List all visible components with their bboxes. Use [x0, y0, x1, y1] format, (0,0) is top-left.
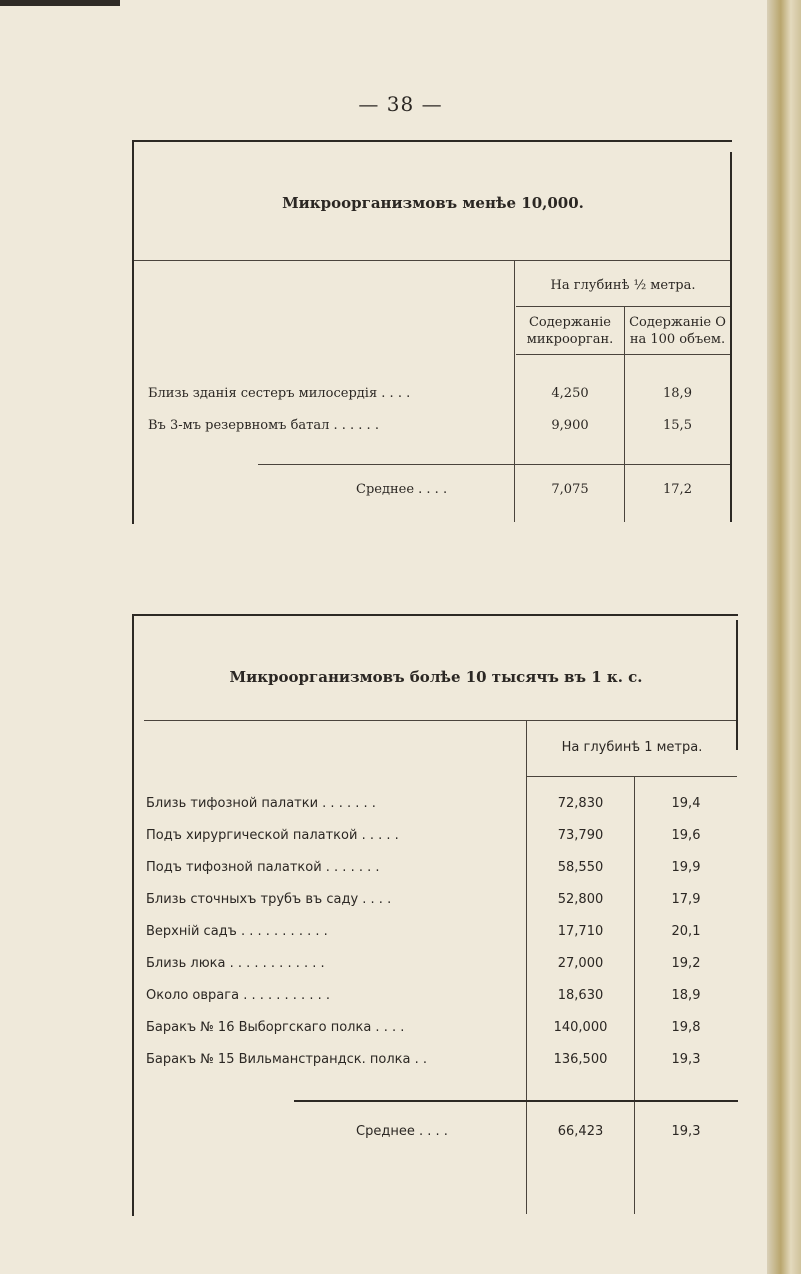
table2-caption: Микроорганизмовъ болѣе 10 тысячъ въ 1 к. с.: [229, 668, 643, 686]
table2-row-value1: 17,710: [557, 924, 604, 939]
table2-average-label: Среднее . . . .: [356, 1124, 448, 1139]
table2-row-label: Баракъ № 16 Выборгскаго полка . . . .: [146, 1020, 405, 1035]
table2-row-value1: 72,830: [557, 796, 604, 811]
table1-row-label: Близь зданія сестеръ милосердія . . . .: [148, 386, 411, 401]
table1-row-value1: 9,900: [551, 418, 589, 433]
table2-row-value2: 19,8: [671, 1020, 701, 1035]
table2-header-divider: [144, 720, 738, 721]
table2-row-label: Баракъ № 15 Вильманстрандск. полка . .: [146, 1052, 428, 1067]
table2-row-label: Близь тифозной палатки . . . . . . .: [146, 796, 376, 811]
page-top-shadow: [0, 0, 120, 6]
table2-row-label: Около оврага . . . . . . . . . . .: [146, 988, 330, 1003]
table1-columns-header-divider: [516, 354, 730, 355]
table2-depth-header: На глубинѣ 1 метра.: [561, 740, 703, 755]
table1-depth-header: На глубинѣ ½ метра.: [550, 278, 696, 293]
page-edge: [767, 0, 801, 1274]
table1-caption: Микроорганизмовъ менѣе 10,000.: [282, 194, 584, 212]
table-microorganisms-over-10-thousand: [132, 614, 738, 1216]
table2-right-border: [736, 620, 738, 750]
table2-average-value2: 19,3: [671, 1124, 701, 1139]
table2-row-label: Подъ тифозной палаткой . . . . . . .: [146, 860, 380, 875]
table1-col2-header: [625, 314, 730, 348]
table1-row-value2: 15,5: [663, 418, 692, 433]
table1-col1-header-line2: микроорган.: [526, 332, 614, 347]
table2-row-value2: 19,4: [671, 796, 701, 811]
table2-row-value1: 73,790: [557, 828, 604, 843]
table2-row-value2: 19,2: [671, 956, 701, 971]
table2-row-value1: 140,000: [553, 1020, 608, 1035]
table1-subheader-divider: [516, 306, 730, 307]
table2-row-label: Подъ хирургической палаткой . . . . .: [146, 828, 399, 843]
table-microorganisms-under-10000: [132, 140, 732, 524]
table2-average-value1: 66,423: [557, 1124, 604, 1139]
table1-col2-header-line2: на 100 объем.: [629, 332, 726, 347]
table2-row-value1: 136,500: [553, 1052, 608, 1067]
table2-row-value2: 19,9: [671, 860, 701, 875]
table2-average-divider: [294, 1100, 738, 1102]
table2-row-value1: 58,550: [557, 860, 604, 875]
table1-average-label: Среднее . . . .: [356, 482, 448, 497]
page-number: — 38 —: [358, 92, 443, 116]
table2-row-value1: 18,630: [557, 988, 604, 1003]
table2-row-label: Верхній садъ . . . . . . . . . . .: [146, 924, 328, 939]
table1-col1-header: [516, 314, 624, 348]
table2-row-value2: 19,6: [671, 828, 701, 843]
table1-average-divider: [258, 464, 730, 465]
table2-row-value2: 17,9: [671, 892, 701, 907]
table2-row-value2: 20,1: [671, 924, 701, 939]
table1-row-value2: 18,9: [663, 386, 692, 401]
table2-row-label: Близь люка . . . . . . . . . . . .: [146, 956, 325, 971]
table2-row-value2: 19,3: [671, 1052, 701, 1067]
table1-average-value1: 7,075: [551, 482, 589, 497]
table1-label-column-divider: [514, 260, 515, 522]
table2-row-value1: 27,000: [557, 956, 604, 971]
table1-right-border: [730, 152, 732, 522]
table2-row-value1: 52,800: [557, 892, 604, 907]
table2-row-value2: 18,9: [671, 988, 701, 1003]
table1-row-value1: 4,250: [551, 386, 589, 401]
table2-row-label: Близь сточныхъ трубъ въ саду . . . .: [146, 892, 392, 907]
table1-average-value2: 17,2: [663, 482, 692, 497]
table1-header-divider: [134, 260, 732, 261]
table2-subheader-divider: [527, 776, 737, 777]
table1-col1-header-line1: Содержаніе: [528, 315, 612, 330]
table1-col2-header-line1: Содержаніе О: [629, 315, 726, 330]
table1-row-label: Въ 3-мъ резервномъ батал . . . . . .: [148, 418, 379, 433]
